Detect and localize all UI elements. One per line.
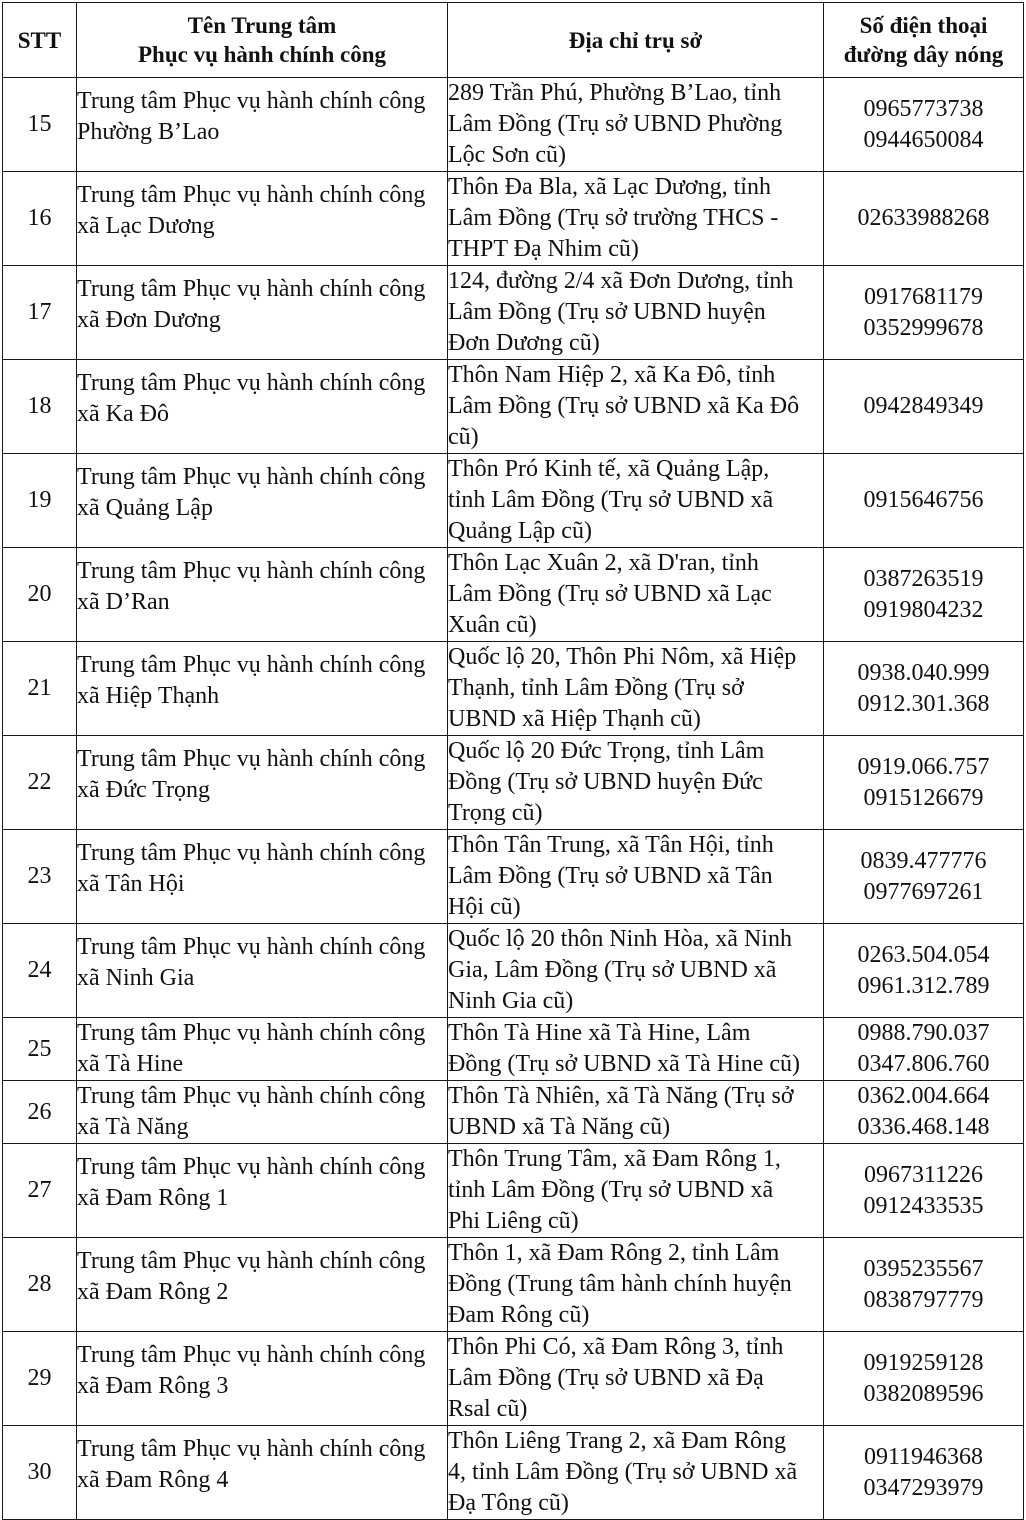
row-center-name-line: xã Đam Rông 4: [77, 1466, 229, 1493]
row-address-line: Đam Rông cũ): [448, 1302, 590, 1328]
row-address-line: Thôn Pró Kinh tế, xã Quảng Lập,: [448, 456, 770, 482]
row-address-line: Thôn Tà Hine xã Tà Hine, Lâm: [448, 1020, 751, 1046]
row-address-line: cũ): [448, 424, 479, 450]
service-center-table: [2, 2, 1024, 1520]
row-address-line: Thôn Lạc Xuân 2, xã D'ran, tỉnh: [448, 550, 759, 576]
row-address-line: Xuân cũ): [448, 612, 537, 638]
row-stt: 25: [3, 1018, 77, 1081]
row-address: [448, 830, 824, 924]
row-address-line: tỉnh Lâm Đồng (Trụ sở UBND xã: [448, 487, 774, 513]
row-hotline: [824, 1238, 1024, 1332]
row-hotline: [824, 1081, 1024, 1144]
row-stt: 20: [3, 548, 77, 642]
row-stt: 22: [3, 736, 77, 830]
row-hotline-line: 0915126679: [863, 784, 984, 811]
row-hotline-line: 0347.806.760: [857, 1051, 990, 1077]
row-address-line: Lâm Đồng (Trụ sở UBND huyện: [448, 299, 766, 325]
table-row: [3, 360, 1024, 454]
row-center-name-line: xã Đam Rông 2: [77, 1278, 229, 1305]
row-center-name-line: xã Ka Đô: [77, 400, 169, 427]
row-hotline-line: 0362.004.664: [857, 1083, 990, 1109]
row-stt: 18: [3, 360, 77, 454]
row-hotline: [824, 642, 1024, 736]
row-hotline: [824, 1018, 1024, 1081]
table-row: [3, 736, 1024, 830]
row-address-line: Ninh Gia cũ): [448, 988, 574, 1014]
row-hotline: [824, 172, 1024, 266]
row-center-name-line: xã Lạc Dương: [77, 212, 215, 239]
row-address: [448, 1018, 824, 1081]
row-center-name-line: xã Quảng Lập: [77, 494, 213, 521]
row-address-line: Quốc lộ 20, Thôn Phi Nôm, xã Hiệp: [448, 644, 797, 670]
row-address-line: Thôn Tân Trung, xã Tân Hội, tỉnh: [448, 832, 774, 858]
table-row: [3, 1081, 1024, 1144]
row-hotline-line: 02633988268: [857, 205, 990, 231]
row-address-line: Gia, Lâm Đồng (Trụ sở UBND xã: [448, 957, 777, 983]
row-center-name: [77, 1238, 448, 1332]
table-row: [3, 1426, 1024, 1520]
row-hotline-line: 0961.312.789: [857, 972, 990, 999]
row-address-line: tỉnh Lâm Đồng (Trụ sở UBND xã: [448, 1177, 774, 1203]
table-row: [3, 642, 1024, 736]
row-address: [448, 1426, 824, 1520]
row-center-name-line: xã Đức Trọng: [77, 776, 211, 803]
row-address: [448, 360, 824, 454]
row-hotline: [824, 454, 1024, 548]
row-stt: 17: [3, 266, 77, 360]
row-address-line: Thôn Trung Tâm, xã Đam Rông 1,: [448, 1146, 781, 1172]
row-hotline-line: 0988.790.037: [857, 1020, 990, 1046]
row-hotline-line: 0965773738: [863, 95, 984, 122]
row-address-line: Lộc Sơn cũ): [448, 142, 566, 168]
row-address-line: 4, tỉnh Lâm Đồng (Trụ sở UBND xã: [448, 1459, 798, 1485]
table-row: [3, 78, 1024, 172]
row-address-line: Hội cũ): [448, 894, 521, 920]
row-center-name-line: xã D’Ran: [77, 588, 170, 615]
row-center-name-line: xã Đơn Dương: [77, 306, 221, 333]
table-row: [3, 548, 1024, 642]
row-address-line: Lâm Đồng (Trụ sở UBND Phường: [448, 111, 783, 137]
row-address-line: UBND xã Tà Năng cũ): [448, 1114, 671, 1140]
row-center-name-line: Trung tâm Phục vụ hành chính công: [77, 557, 426, 584]
row-hotline-line: 0839.477776: [860, 847, 987, 874]
row-address-line: Phi Liêng cũ): [448, 1208, 579, 1234]
row-hotline-line: 0911946368: [863, 1443, 984, 1470]
row-center-name-line: Trung tâm Phục vụ hành chính công: [77, 933, 426, 960]
row-address: [448, 642, 824, 736]
row-address-line: Lâm Đồng (Trụ sở UBND xã Tân: [448, 863, 773, 889]
row-address-line: Thôn Tà Nhiên, xã Tà Năng (Trụ sở: [448, 1083, 794, 1109]
row-center-name-line: xã Tà Hine: [77, 1051, 184, 1077]
header-hotline-line1: Số điện thoại: [859, 13, 988, 38]
row-address-line: 289 Trần Phú, Phường B’Lao, tỉnh: [448, 80, 782, 106]
header-stt: STT: [3, 3, 77, 78]
row-hotline: [824, 548, 1024, 642]
table-row: [3, 1144, 1024, 1238]
row-address: [448, 548, 824, 642]
table-row: [3, 172, 1024, 266]
row-address-line: Quốc lộ 20 thôn Ninh Hòa, xã Ninh: [448, 926, 792, 952]
row-center-name: [77, 1332, 448, 1426]
row-stt: 30: [3, 1426, 77, 1520]
row-hotline-line: 0263.504.054: [857, 941, 990, 968]
row-center-name-line: Phường B’Lao: [77, 118, 220, 145]
row-address-line: Đồng (Trung tâm hành chính huyện: [448, 1271, 792, 1297]
row-stt: 24: [3, 924, 77, 1018]
row-hotline-line: 0336.468.148: [857, 1114, 990, 1140]
row-address-line: Thôn Phi Có, xã Đam Rông 3, tỉnh: [448, 1334, 784, 1360]
row-center-name-line: Trung tâm Phục vụ hành chính công: [77, 1083, 426, 1109]
row-hotline: [824, 78, 1024, 172]
row-center-name: [77, 78, 448, 172]
row-address-line: Lâm Đồng (Trụ sở UBND xã Lạc: [448, 581, 772, 607]
row-address-line: Thôn 1, xã Đam Rông 2, tỉnh Lâm: [448, 1240, 780, 1266]
row-center-name-line: xã Đam Rông 1: [77, 1184, 229, 1211]
row-hotline-line: 0919.066.757: [857, 753, 990, 780]
row-address-line: Rsal cũ): [448, 1396, 528, 1422]
row-stt: 23: [3, 830, 77, 924]
row-hotline-line: 0977697261: [863, 878, 984, 905]
row-center-name: [77, 266, 448, 360]
row-hotline: [824, 830, 1024, 924]
row-hotline-line: 0347293979: [863, 1474, 984, 1501]
row-hotline-line: 0919259128: [863, 1349, 984, 1376]
row-hotline-line: 0395235567: [863, 1255, 984, 1282]
row-address-line: Lâm Đồng (Trụ sở trường THCS -: [448, 205, 779, 231]
row-address-line: Đơn Dương cũ): [448, 330, 600, 356]
row-center-name-line: Trung tâm Phục vụ hành chính công: [77, 1247, 426, 1274]
row-address-line: Thạnh, tỉnh Lâm Đồng (Trụ sở: [448, 675, 744, 701]
row-address: [448, 1081, 824, 1144]
row-hotline-line: 0917681179: [863, 283, 984, 310]
row-address: [448, 1144, 824, 1238]
row-center-name: [77, 548, 448, 642]
row-hotline-line: 0938.040.999: [857, 659, 990, 686]
row-center-name: [77, 736, 448, 830]
row-address: [448, 266, 824, 360]
header-center-name-line1: Tên Trung tâm: [187, 13, 337, 38]
header-center-name-line2: Phục vụ hành chính công: [138, 42, 386, 67]
row-hotline: [824, 1144, 1024, 1238]
row-address-line: Quốc lộ 20 Đức Trọng, tỉnh Lâm: [448, 738, 765, 764]
row-address: [448, 1238, 824, 1332]
row-address: [448, 1332, 824, 1426]
row-address-line: Trọng cũ): [448, 800, 543, 826]
row-hotline: [824, 736, 1024, 830]
row-center-name-line: Trung tâm Phục vụ hành chính công: [77, 1435, 426, 1462]
row-hotline-line: 0838797779: [863, 1286, 984, 1313]
row-stt: 28: [3, 1238, 77, 1332]
row-address-line: THPT Đạ Nhim cũ): [448, 236, 639, 262]
row-center-name-line: Trung tâm Phục vụ hành chính công: [77, 275, 426, 302]
row-center-name-line: Trung tâm Phục vụ hành chính công: [77, 87, 426, 114]
row-center-name: [77, 642, 448, 736]
row-center-name: [77, 830, 448, 924]
row-address-line: UBND xã Hiệp Thạnh cũ): [448, 706, 701, 732]
row-hotline: [824, 1426, 1024, 1520]
row-address: [448, 172, 824, 266]
row-hotline: [824, 924, 1024, 1018]
row-center-name: [77, 1426, 448, 1520]
row-address-line: Thôn Nam Hiệp 2, xã Ka Đô, tỉnh: [448, 362, 776, 388]
row-center-name-line: Trung tâm Phục vụ hành chính công: [77, 181, 426, 208]
row-center-name-line: Trung tâm Phục vụ hành chính công: [77, 463, 426, 490]
row-center-name-line: Trung tâm Phục vụ hành chính công: [77, 1020, 426, 1046]
table-row: [3, 1238, 1024, 1332]
header-hotline-line2: đường dây nóng: [843, 42, 1004, 67]
row-address: [448, 736, 824, 830]
row-stt: 26: [3, 1081, 77, 1144]
table-row: [3, 924, 1024, 1018]
row-address-line: Thôn Liêng Trang 2, xã Đam Rông: [448, 1428, 786, 1454]
row-stt: 19: [3, 454, 77, 548]
row-hotline-line: 0967311226: [863, 1161, 984, 1188]
row-hotline-line: 0915646756: [863, 487, 984, 513]
row-address: [448, 454, 824, 548]
row-center-name: [77, 1144, 448, 1238]
table-row: [3, 454, 1024, 548]
row-address: [448, 924, 824, 1018]
row-address: [448, 78, 824, 172]
row-center-name-line: xã Tà Năng: [77, 1114, 189, 1140]
header-center-name: [77, 3, 448, 78]
table-row: [3, 1332, 1024, 1426]
row-center-name: [77, 360, 448, 454]
row-center-name-line: xã Đam Rông 3: [77, 1372, 229, 1399]
row-center-name-line: xã Tân Hội: [77, 870, 185, 897]
row-center-name-line: Trung tâm Phục vụ hành chính công: [77, 651, 426, 678]
row-address-line: Lâm Đồng (Trụ sở UBND xã Ka Đô: [448, 393, 800, 419]
row-center-name-line: xã Hiệp Thạnh: [77, 682, 220, 709]
row-address-line: 124, đường 2/4 xã Đơn Dương, tỉnh: [448, 268, 794, 294]
row-stt: 27: [3, 1144, 77, 1238]
row-address-line: Lâm Đồng (Trụ sở UBND xã Đạ: [448, 1365, 764, 1391]
row-center-name: [77, 172, 448, 266]
row-hotline: [824, 360, 1024, 454]
row-hotline-line: 0919804232: [863, 596, 984, 623]
header-hotline: [824, 3, 1024, 78]
row-hotline-line: 0352999678: [863, 314, 984, 341]
row-hotline-line: 0912.301.368: [857, 690, 990, 717]
row-center-name-line: xã Ninh Gia: [77, 964, 195, 991]
row-hotline: [824, 266, 1024, 360]
row-address-line: Quảng Lập cũ): [448, 518, 592, 544]
row-stt: 21: [3, 642, 77, 736]
row-center-name-line: Trung tâm Phục vụ hành chính công: [77, 839, 426, 866]
row-center-name-line: Trung tâm Phục vụ hành chính công: [77, 369, 426, 396]
row-center-name: [77, 1081, 448, 1144]
row-address-line: Đồng (Trụ sở UBND huyện Đức: [448, 769, 763, 795]
row-center-name-line: Trung tâm Phục vụ hành chính công: [77, 745, 426, 772]
header-address: Địa chỉ trụ sở: [448, 3, 824, 78]
row-hotline: [824, 1332, 1024, 1426]
row-hotline-line: 0382089596: [863, 1380, 984, 1407]
row-address-line: Thôn Đa Bla, xã Lạc Dương, tỉnh: [448, 174, 771, 200]
table-header-row: [3, 3, 1024, 78]
row-center-name: [77, 454, 448, 548]
row-center-name-line: Trung tâm Phục vụ hành chính công: [77, 1153, 426, 1180]
table-row: [3, 266, 1024, 360]
row-stt: 29: [3, 1332, 77, 1426]
row-address-line: Đạ Tông cũ): [448, 1490, 569, 1516]
table-row: [3, 830, 1024, 924]
row-hotline-line: 0944650084: [863, 126, 984, 153]
row-stt: 16: [3, 172, 77, 266]
row-center-name: [77, 1018, 448, 1081]
row-center-name: [77, 924, 448, 1018]
row-hotline-line: 0942849349: [863, 393, 984, 419]
row-hotline-line: 0387263519: [863, 565, 984, 592]
row-center-name-line: Trung tâm Phục vụ hành chính công: [77, 1341, 426, 1368]
table-row: [3, 1018, 1024, 1081]
row-address-line: Đồng (Trụ sở UBND xã Tà Hine cũ): [448, 1051, 800, 1077]
row-stt: 15: [3, 78, 77, 172]
row-hotline-line: 0912433535: [863, 1192, 984, 1219]
